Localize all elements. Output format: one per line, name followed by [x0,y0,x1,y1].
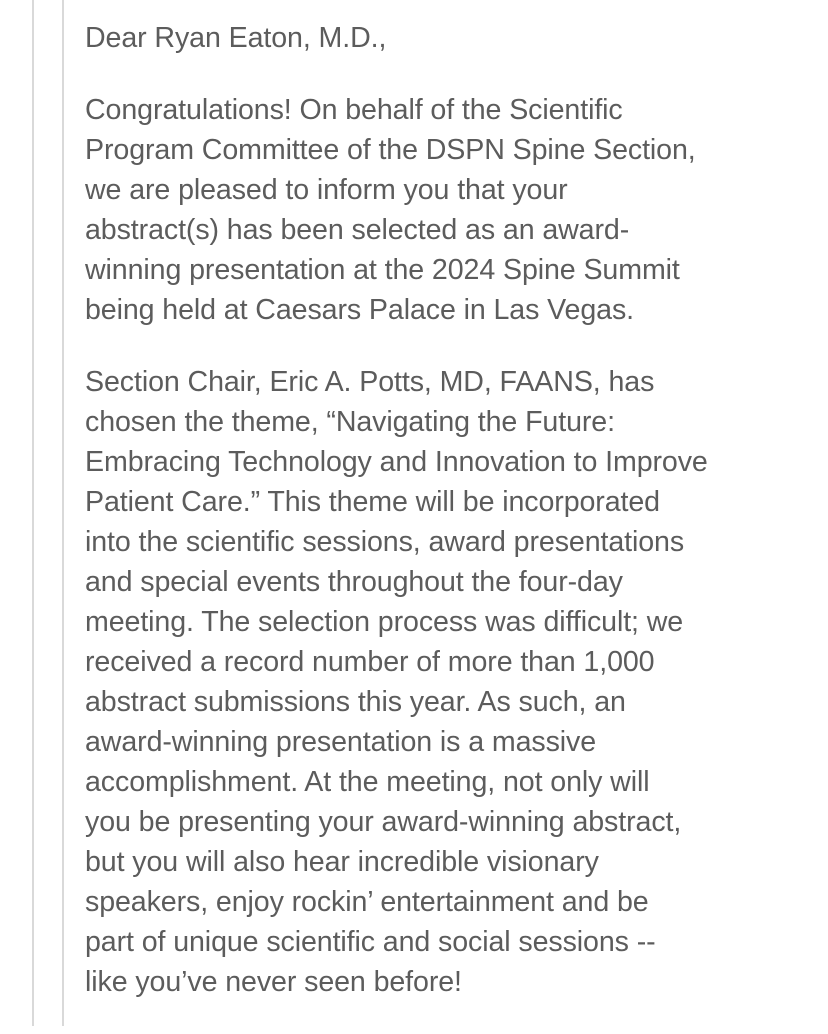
paragraph-theme [85,362,821,1002]
paragraph-line: chosen the theme, “Navigating the Future: [85,406,615,438]
salutation [85,18,821,58]
paragraph-line: you be presenting your award-winning abstract, [85,806,682,838]
paragraph-line: into the scientific sessions, award presentations [85,526,685,558]
paragraph-line: being held at Caesars Palace in Las Vegas. [85,294,634,326]
paragraph-line: we are pleased to inform you that your [85,174,568,206]
paragraph-line: speakers, enjoy rockin’ entertainment and be [85,886,649,918]
paragraph-line: Congratulations! On behalf of the Scientific [85,94,623,126]
paragraph-line: winning presentation at the 2024 Spine Summit [85,254,680,286]
paragraph-line: accomplishment. At the meeting, not only will [85,766,650,798]
paragraph-line: but you will also hear incredible visionary [85,846,599,878]
paragraph-congratulations [85,90,821,330]
paragraph-line: received a record number of more than 1,000 [85,646,655,678]
salutation-line: Dear Ryan Eaton, M.D., [85,22,387,54]
paragraph-line: Section Chair, Eric A. Potts, MD, FAANS, has [85,366,655,398]
paragraph-line: meeting. The selection process was difficult; we [85,606,684,638]
quote-bar-outer [32,0,34,1026]
paragraph-line: Patient Care.” This theme will be incorporated [85,486,660,518]
email-body [85,18,821,1034]
paragraph-line: abstract(s) has been selected as an award- [85,214,630,246]
paragraph-line: Program Committee of the DSPN Spine Section, [85,134,696,166]
paragraph-line: and special events throughout the four-day [85,566,623,598]
paragraph-line: like you’ve never seen before! [85,966,462,998]
paragraph-line: part of unique scientific and social sessions -- [85,926,656,958]
paragraph-line: abstract submissions this year. As such, an [85,686,626,718]
paragraph-line: award-winning presentation is a massive [85,726,597,758]
quote-bar-inner [62,0,64,1026]
paragraph-line: Embracing Technology and Innovation to Improve [85,446,708,478]
